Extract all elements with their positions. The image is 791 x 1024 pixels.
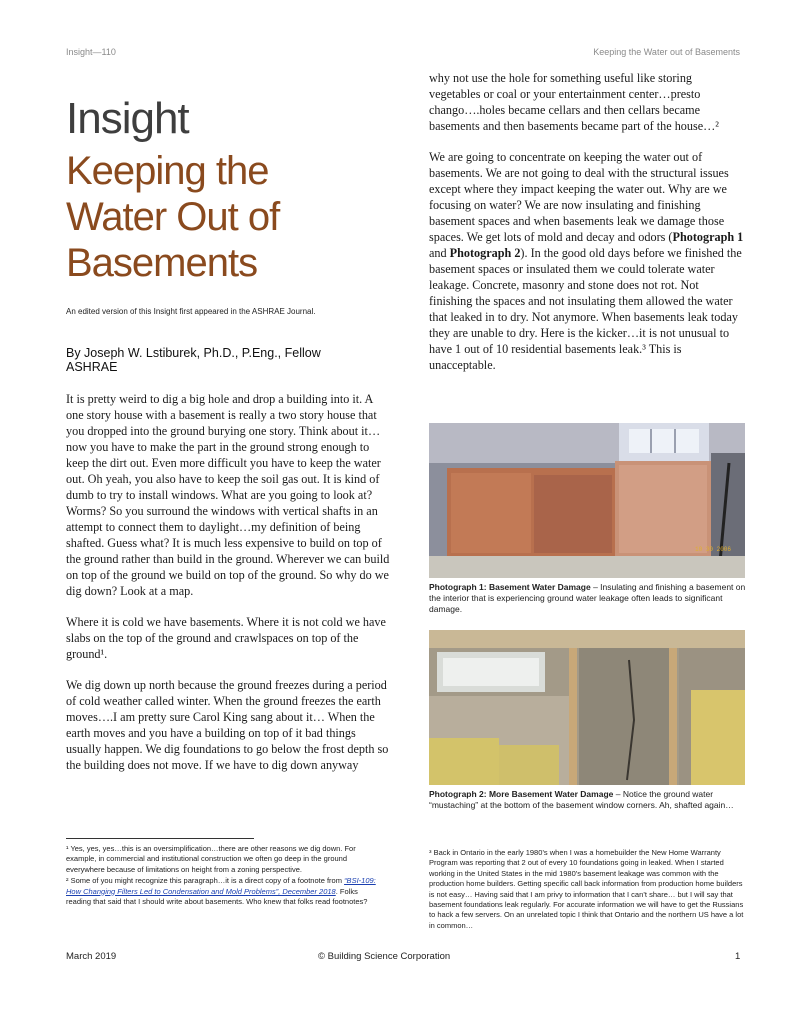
- title-line: Basements: [66, 241, 258, 285]
- running-header-left: Insight—110: [66, 47, 116, 57]
- footer-date: March 2019: [66, 951, 117, 962]
- byline-line-2: ASHRAE: [66, 360, 118, 374]
- footnote-2-link[interactable]: “BSI-109: How Changing Filters Led to Condensation and Mold Problems”, December 2018: [66, 876, 376, 896]
- byline-line-1: By Joseph W. Lstiburek, Ph.D., P.Eng., Fellow: [66, 346, 321, 360]
- footnote-2-text-end: . Folks reading that said that I should write about basements. Who knew that folks read footnotes?: [66, 886, 368, 907]
- footnote-3: ³ Back in Ontario in the early 1980’s when I was a homebuilder the New Home Warranty Program was reporting that 2 out of every 10 foundations going in leaked. When I started working in the United States in the mid 1980’s basement leakage was common with the production home builders. Getting specific call back information from production home builders is not easy… Having said that I am privy to information that I can’t share… but I will say that basement foundations leak regularly. For accurate information we will have to get the Russians to hack a few servers. On an unrelated topic I think that Ontario and the northern US have a lot in common…: [429, 848, 744, 930]
- body-paragraph: Where it is cold we have basements. Where it is not cold we have slabs on the top of the ground and crawlspaces on top of the ground¹.: [66, 615, 386, 661]
- footnote-2: [66, 876, 382, 907]
- article-title: [66, 148, 279, 286]
- body-text: and: [429, 246, 450, 260]
- photo-1-image: [429, 423, 745, 578]
- body-paragraph: It is pretty weird to dig a big hole and drop a building into it. A one story house with a basement is really a two story house that you dropped into the ground burying one story. Think about it…now you have to make the part in the ground strong enough to keep the dirt out. Even more difficult you have to keep the water out. Oh yeah, you also have to keep the soil gas out. It is kind of dumb to try to install windows. What are you going to look at? Worms? So you surround the windows with vertical shafts in an attempt to connect them to daylight…my definition of being shafted. Guess what? It is much less expensive to build on top of the ground rather than build in the ground. Wherever we can build on top of the ground we build on top of the ground. So why do we dig down? Look at a map.: [66, 392, 390, 598]
- footnote-1: ¹ Yes, yes, yes…this is an oversimplification…there are other reasons we dig down. For example, in commercial and institutional construction we often go deep in the ground everywhere because of limitations on height from a zoning perspective.: [66, 844, 356, 874]
- caption-title: Photograph 1: Basement Water Damage: [429, 582, 591, 592]
- photo-2-caption: [429, 789, 747, 811]
- footnotes-left: [66, 844, 382, 908]
- footnote-divider: [66, 838, 254, 839]
- body-paragraph: why not use the hole for something useful like storing vegetables or coal or your entertainment center…presto chango….holes became cellars and then cellars became basements and then basements became part of the house…²: [429, 71, 719, 133]
- byline: [66, 346, 386, 374]
- running-header-right: Keeping the Water out of Basements: [593, 47, 740, 57]
- footnote-2-text: ² Some of you might recognize this paragraph…it is a direct copy of a footnote from: [66, 876, 345, 886]
- body-paragraph: We dig down up north because the ground freezes during a period of cold weather called winter. When the ground freezes the earth moves….I am pretty sure Carol King sang about it… When the earth moves and you have a building on top of it bad things usually happen. We dig foundations to go below the frost depth so the building does not move. If we have to dig down anyway: [66, 678, 389, 772]
- photograph-1: [429, 423, 745, 578]
- right-column-body: [429, 70, 745, 388]
- edit-note: An edited version of this Insight first appeared in the ASHRAE Journal.: [66, 307, 316, 316]
- photograph-2: [429, 630, 745, 785]
- caption-text: – Insulating and finishing a basement on the interior that is experiencing ground water leakage often leads to significant damage.: [429, 582, 746, 614]
- photo-ref-1: Photograph 1: [672, 230, 744, 244]
- photo-1-caption: [429, 582, 747, 615]
- caption-title: Photograph 2: More Basement Water Damage: [429, 789, 614, 799]
- svg-text:10 30 2006: 10 30 2006: [695, 546, 732, 553]
- photo-2-image: [429, 630, 745, 785]
- footer-copyright: © Building Science Corporation: [318, 951, 451, 962]
- footer-page-number: 1: [735, 951, 741, 962]
- title-line: Water Out of: [66, 195, 280, 239]
- caption-text: – Notice the ground water “mustaching” at the bottom of the basement window corners. Ah, shafted again…: [429, 789, 734, 810]
- brand-title: Insight: [66, 94, 189, 143]
- body-text: We are going to concentrate on keeping the water out of basements. We are not going to deal with the structural issues except where they impact keeping the water out. Why are we focusing on water? We are now insulating and finishing basement spaces and when basements leak we damage those spaces. We get lots of mold and decay and odors (: [429, 150, 729, 244]
- body-text: ). In the good old days before we finished the basement spaces or insulated them we could tolerate water leakage. Concrete, masonry and stone does not rot. Not finishing the spaces and not insulating them allowed the water that leaked in to dry. Not anymore. When basements leak today they are unable to dry. Here is the kicker…it is not unusual to have 1 out of 10 residential basements leak.³ This is unacceptable.: [429, 246, 742, 372]
- title-line: Keeping the: [66, 149, 269, 193]
- body-paragraph: [429, 149, 745, 373]
- left-column-body: [66, 391, 390, 788]
- photo-ref-2: Photograph 2: [449, 246, 521, 260]
